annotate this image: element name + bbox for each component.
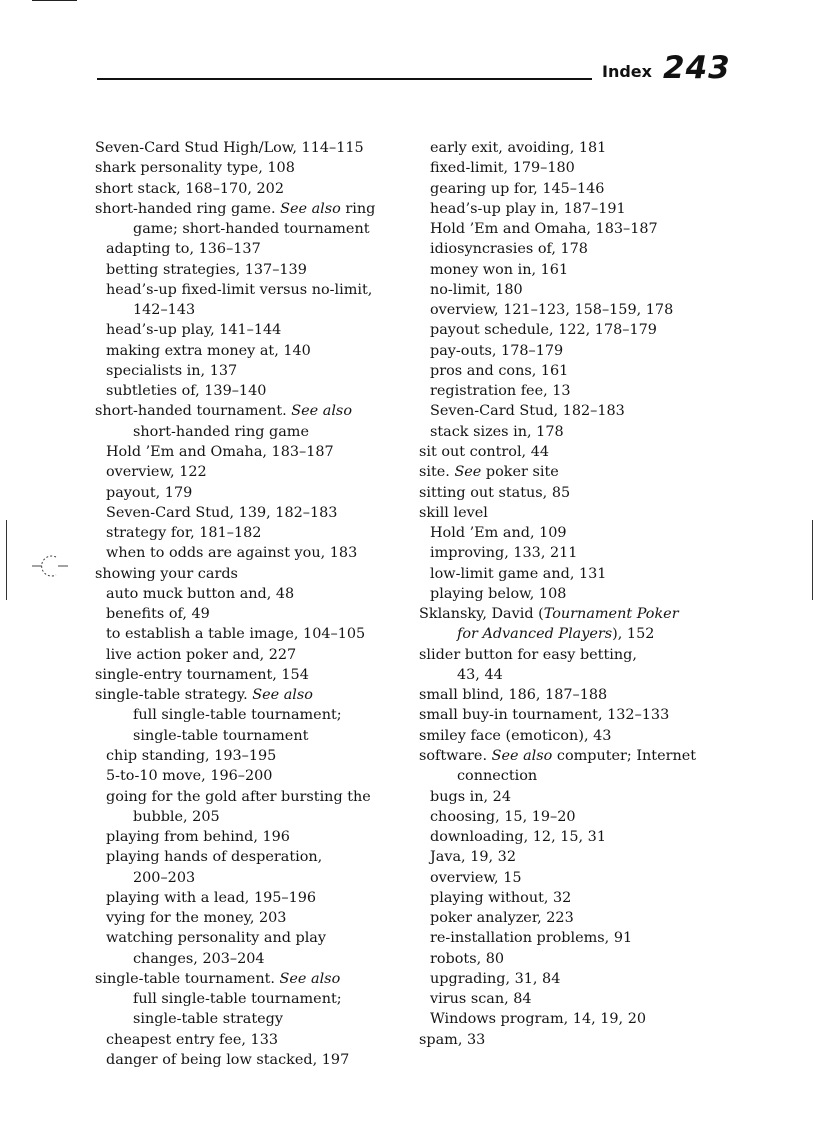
index-entry: stack sizes in, 178 xyxy=(430,423,564,440)
gutter-line xyxy=(812,520,813,600)
index-entry: poker analyzer, 223 xyxy=(430,910,574,927)
index-entry: site. See poker site xyxy=(419,464,559,481)
index-entry: head’s-up fixed-limit versus no-limit, xyxy=(106,281,373,298)
index-entry: making extra money at, 140 xyxy=(106,342,311,359)
index-entry: overview, 121–123, 158–159, 178 xyxy=(430,302,674,319)
index-entry: choosing, 15, 19–20 xyxy=(430,808,576,825)
gutter-line xyxy=(6,520,7,600)
index-entry: pros and cons, 161 xyxy=(430,362,569,379)
index-entry: small buy-in tournament, 132–133 xyxy=(419,707,670,724)
index-entry: playing hands of desperation, xyxy=(106,849,323,866)
index-entry: Java, 19, 32 xyxy=(430,849,516,866)
index-entry: live action poker and, 227 xyxy=(106,646,297,663)
index-entry: idiosyncrasies of, 178 xyxy=(430,241,588,258)
index-entry: single-table strategy. See also xyxy=(95,687,313,704)
index-entry: Hold ’Em and Omaha, 183–187 xyxy=(106,443,334,460)
index-entry: Seven-Card Stud High/Low, 114–115 xyxy=(95,140,364,156)
index-entry: overview, 15 xyxy=(430,869,522,886)
index-entry: short-handed tournament. See also xyxy=(95,403,352,420)
index-entry: no-limit, 180 xyxy=(430,281,523,298)
index-entry: 142–143 xyxy=(133,302,196,319)
index-entry: Hold ’Em and Omaha, 183–187 xyxy=(430,221,658,238)
index-column-right xyxy=(419,138,739,1050)
index-entry: head’s-up play in, 187–191 xyxy=(430,200,626,217)
index-entry: benefits of, 49 xyxy=(106,606,210,623)
index-entry: upgrading, 31, 84 xyxy=(430,970,561,987)
index-entry: full single-table tournament; xyxy=(133,991,342,1008)
index-entry: shark personality type, 108 xyxy=(95,160,295,177)
index-entry: software. See also computer; Internet xyxy=(419,747,697,764)
index-entry: short-handed ring game. See also ring xyxy=(95,200,376,217)
index-entry: strategy for, 181–182 xyxy=(106,525,262,542)
page-number: 243 xyxy=(663,50,731,86)
index-entry: Hold ’Em and, 109 xyxy=(430,525,567,542)
index-entry: going for the gold after bursting the xyxy=(106,788,371,805)
index-entry: single-table tournament xyxy=(133,727,309,744)
header-rule xyxy=(97,78,592,80)
index-entry: specialists in, 137 xyxy=(106,362,238,379)
index-entry: skill level xyxy=(419,504,488,521)
index-entry: payout schedule, 122, 178–179 xyxy=(430,322,657,339)
index-entry: registration fee, 13 xyxy=(430,383,571,400)
index-entry: short stack, 168–170, 202 xyxy=(95,180,284,197)
index-entry: 43, 44 xyxy=(457,666,503,683)
index-entry: showing your cards xyxy=(95,565,238,582)
index-entry: improving, 133, 211 xyxy=(430,545,578,562)
index-column-left xyxy=(95,138,405,1070)
index-entry: playing with a lead, 195–196 xyxy=(106,889,317,906)
index-entry: robots, 80 xyxy=(430,950,505,967)
index-entry: playing below, 108 xyxy=(430,585,567,602)
index-entry: Seven-Card Stud, 182–183 xyxy=(430,403,625,420)
index-entry: when to odds are against you, 183 xyxy=(106,545,358,562)
index-entry: early exit, avoiding, 181 xyxy=(430,140,607,156)
index-entry: full single-table tournament; xyxy=(133,707,342,724)
index-entry: sitting out status, 85 xyxy=(419,484,571,501)
index-entry: payout, 179 xyxy=(106,484,193,501)
index-entry: overview, 122 xyxy=(106,464,207,481)
index-entry: for Advanced Players), 152 xyxy=(457,626,655,643)
index-entry: sit out control, 44 xyxy=(419,443,550,460)
index-entry: single-entry tournament, 154 xyxy=(95,666,309,683)
index-entry: fixed-limit, 179–180 xyxy=(430,160,575,177)
index-entry: 5-to-10 move, 196–200 xyxy=(106,768,273,785)
index-entry: low-limit game and, 131 xyxy=(430,565,607,582)
index-entry: to establish a table image, 104–105 xyxy=(106,626,366,643)
index-entry: single-table strategy xyxy=(133,1011,283,1028)
index-entry: adapting to, 136–137 xyxy=(106,241,261,258)
index-entry: gearing up for, 145–146 xyxy=(430,180,605,197)
index-entry: head’s-up play, 141–144 xyxy=(106,322,282,339)
index-entry: chip standing, 193–195 xyxy=(106,747,277,764)
index-entry: watching personality and play xyxy=(106,930,327,947)
running-head: Index xyxy=(602,62,652,81)
index-entry: subtleties of, 139–140 xyxy=(106,383,267,400)
index-entry: re-installation problems, 91 xyxy=(430,930,633,947)
index-entry: playing without, 32 xyxy=(430,889,572,906)
index-entry: pay-outs, 178–179 xyxy=(430,342,564,359)
index-entry: single-table tournament. See also xyxy=(95,970,341,987)
index-entry: small blind, 186, 187–188 xyxy=(419,687,608,704)
index-entry: virus scan, 84 xyxy=(430,991,532,1008)
index-entry: slider button for easy betting, xyxy=(419,646,637,663)
index-entry: short-handed ring game xyxy=(133,423,309,440)
crop-mark xyxy=(32,0,77,1)
index-entry: Windows program, 14, 19, 20 xyxy=(430,1011,647,1028)
index-entry: vying for the money, 203 xyxy=(106,910,287,927)
registration-mark-icon xyxy=(32,553,68,581)
index-entry: 200–203 xyxy=(133,869,196,886)
index-entry: auto muck button and, 48 xyxy=(106,585,295,602)
index-entry: danger of being low stacked, 197 xyxy=(106,1051,350,1068)
index-entry: changes, 203–204 xyxy=(133,950,265,967)
index-entry: spam, 33 xyxy=(419,1031,486,1048)
index-entry: cheapest entry fee, 133 xyxy=(106,1031,279,1048)
index-entry: playing from behind, 196 xyxy=(106,829,290,846)
index-entry: smiley face (emoticon), 43 xyxy=(419,727,612,744)
index-entry: game; short-handed tournament xyxy=(133,221,370,238)
index-entry: connection xyxy=(457,768,538,785)
index-entry: betting strategies, 137–139 xyxy=(106,261,307,278)
index-entry: bubble, 205 xyxy=(133,808,220,825)
index-entry: bugs in, 24 xyxy=(430,788,511,805)
index-entry: Sklansky, David (Tournament Poker xyxy=(419,606,679,623)
index-entry: money won in, 161 xyxy=(430,261,569,278)
index-entry: downloading, 12, 15, 31 xyxy=(430,829,606,846)
index-entry: Seven-Card Stud, 139, 182–183 xyxy=(106,504,338,521)
